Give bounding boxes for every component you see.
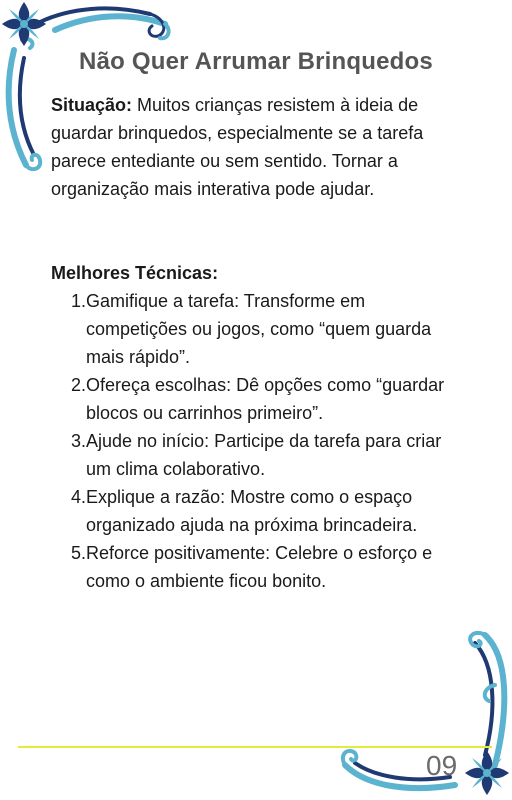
list-item-text: Reforce positivamente: Celebre o esforço e como o ambiente ficou bonito.: [86, 543, 433, 591]
list-item-text: Ofereça escolhas: Dê opções como “guardar blocos ou carrinhos primeiro”.: [86, 375, 445, 423]
list-item: [51, 483, 466, 539]
list-item: [51, 427, 466, 483]
corner-ornament-bottom-right: [335, 625, 512, 800]
techniques-heading: Melhores Técnicas:: [51, 263, 219, 283]
list-item: [51, 371, 466, 427]
situation-text: Muitos crianças resistem à ideia de guardar brinquedos, especialmente se a tarefa parece entediante ou sem sentido. Tornar a organização mais interativa pode ajudar.: [51, 95, 424, 199]
list-item-text: Ajude no início: Participe da tarefa para criar um clima colaborativo.: [86, 431, 442, 479]
list-item-text: Explique a razão: Mostre como o espaço organizado ajuda na próxima brincadeira.: [86, 487, 418, 535]
list-item-text: Gamifique a tarefa: Transforme em competições ou jogos, como “quem guarda mais rápido”.: [86, 291, 432, 367]
flower-ornament-icon: [2, 2, 46, 46]
situation-label: Situação:: [51, 95, 133, 115]
list-item-number: 3.: [70, 431, 86, 451]
list-item: [51, 287, 466, 371]
situation-paragraph: [51, 91, 471, 203]
list-item-number: 1.: [70, 291, 86, 311]
page-title: Não Quer Arrumar Brinquedos: [79, 48, 433, 75]
footer-divider: [18, 746, 492, 748]
list-item: [51, 539, 466, 595]
list-item-number: 5.: [70, 543, 86, 563]
list-item-number: 4.: [70, 487, 86, 507]
flower-ornament-icon: [465, 751, 509, 795]
list-item-number: 2.: [70, 375, 86, 395]
techniques-list: [51, 287, 466, 595]
page-number: 09: [426, 750, 458, 781]
